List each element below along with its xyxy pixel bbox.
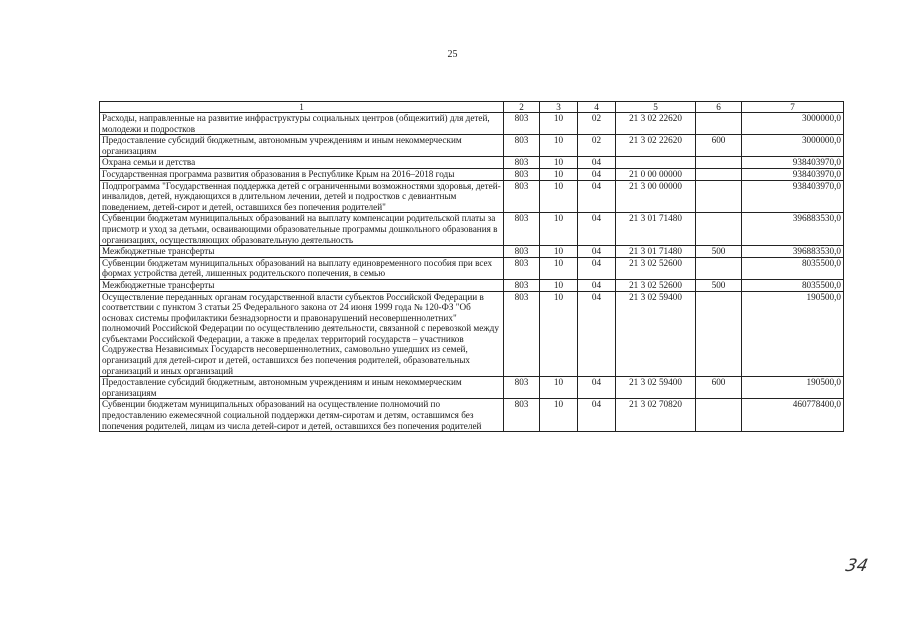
table-row	[100, 246, 844, 258]
table-row	[100, 168, 844, 180]
row-code-expense-type	[696, 113, 742, 135]
table-row	[100, 257, 844, 279]
row-code-ministry: 803	[504, 399, 540, 432]
row-code-section: 10	[540, 113, 578, 135]
row-code-expense-type	[696, 399, 742, 432]
row-amount: 8035500,0	[742, 279, 844, 291]
row-code-expense-type: 500	[696, 279, 742, 291]
column-header: 2	[504, 102, 540, 113]
row-code-section: 10	[540, 399, 578, 432]
table-row	[100, 291, 844, 377]
row-code-target: 21 3 01 71480	[616, 246, 696, 258]
row-amount: 396883530,0	[742, 246, 844, 258]
row-code-subsection: 04	[578, 377, 616, 399]
table-row	[100, 399, 844, 432]
row-code-expense-type: 600	[696, 135, 742, 157]
row-code-section: 10	[540, 180, 578, 213]
page-number: 25	[447, 49, 458, 60]
row-name: Межбюджетные трансферты	[100, 246, 504, 258]
column-header: 6	[696, 102, 742, 113]
row-code-target: 21 3 02 22620	[616, 113, 696, 135]
row-code-subsection: 04	[578, 257, 616, 279]
row-code-target	[616, 157, 696, 169]
row-amount: 938403970,0	[742, 180, 844, 213]
column-header: 4	[578, 102, 616, 113]
row-code-section: 10	[540, 291, 578, 377]
row-code-expense-type	[696, 157, 742, 169]
row-code-section: 10	[540, 257, 578, 279]
row-name: Расходы, направленные на развитие инфраструктуры социальных центров (общежитий) для детей, молодежи и подростков	[100, 113, 504, 135]
table-row	[100, 279, 844, 291]
row-code-section: 10	[540, 377, 578, 399]
row-code-section: 10	[540, 135, 578, 157]
row-code-expense-type	[696, 180, 742, 213]
row-code-subsection: 02	[578, 135, 616, 157]
column-header: 3	[540, 102, 578, 113]
row-code-ministry: 803	[504, 291, 540, 377]
row-name: Субвенции бюджетам муниципальных образований на выплату единовременного пособия при всех формах устройства детей, лишенных родительского попечения, в семью	[100, 257, 504, 279]
row-code-subsection: 04	[578, 246, 616, 258]
table-row	[100, 113, 844, 135]
row-code-target: 21 3 02 52600	[616, 257, 696, 279]
row-code-section: 10	[540, 279, 578, 291]
row-code-subsection: 04	[578, 168, 616, 180]
row-code-subsection: 02	[578, 113, 616, 135]
table-row	[100, 157, 844, 169]
table-row	[100, 135, 844, 157]
row-amount: 938403970,0	[742, 157, 844, 169]
row-code-subsection: 04	[578, 157, 616, 169]
row-code-expense-type	[696, 213, 742, 246]
row-code-ministry: 803	[504, 157, 540, 169]
column-header: 1	[100, 102, 504, 113]
row-code-subsection: 04	[578, 279, 616, 291]
row-amount: 3000000,0	[742, 135, 844, 157]
row-code-subsection: 04	[578, 399, 616, 432]
row-code-expense-type	[696, 257, 742, 279]
row-code-ministry: 803	[504, 279, 540, 291]
row-code-subsection: 04	[578, 180, 616, 213]
row-name: Охрана семьи и детства	[100, 157, 504, 169]
row-code-target: 21 3 02 22620	[616, 135, 696, 157]
row-name: Субвенции бюджетам муниципальных образований на выплату компенсации родительской платы за присмотр и уход за детьми, осваивающими образовательные программы дошкольного образования в организациях, осуществляющих образовательную деятельность	[100, 213, 504, 246]
row-code-ministry: 803	[504, 257, 540, 279]
row-name: Межбюджетные трансферты	[100, 279, 504, 291]
row-amount: 190500,0	[742, 377, 844, 399]
row-code-expense-type: 500	[696, 246, 742, 258]
row-code-expense-type	[696, 291, 742, 377]
row-name: Осуществление переданных органам государственной власти субъектов Российской Федерации в соответствии с пунктом 3 статьи 25 Федерального закона от 24 июня 1999 года № 120-ФЗ "Об основах системы профилактики безнадзорности и правонарушений несовершеннолетних" полномочий Российской Федерации по осуществлению деятельности, связанной с перевозкой между субъектами Российской Федерации, а также в пределах территорий государств – участников Содружества Независимых Государств несовершеннолетних, самовольно ушедших из семей, организаций для детей-сирот и детей, оставшихся без попечения родителей, образовательных организаций и иных организаций	[100, 291, 504, 377]
row-name: Субвенции бюджетам муниципальных образований на осуществление полномочий по предоставлению ежемесячной социальной поддержки детям-сиротам и детям, оставшимся без попечения родителей, лицам из числа детей-сирот и детей, оставшихся без попечения родителей	[100, 399, 504, 432]
row-amount: 190500,0	[742, 291, 844, 377]
row-code-ministry: 803	[504, 113, 540, 135]
row-code-section: 10	[540, 157, 578, 169]
row-code-target: 21 0 00 00000	[616, 168, 696, 180]
row-code-ministry: 803	[504, 377, 540, 399]
row-name: Предоставление субсидий бюджетным, автономным учреждениям и иным некоммерческим организациям	[100, 135, 504, 157]
row-name: Предоставление субсидий бюджетным, автономным учреждениям и иным некоммерческим организациям	[100, 377, 504, 399]
row-code-subsection: 04	[578, 291, 616, 377]
row-code-ministry: 803	[504, 168, 540, 180]
row-code-target: 21 3 02 70820	[616, 399, 696, 432]
row-code-ministry: 803	[504, 135, 540, 157]
row-code-section: 10	[540, 213, 578, 246]
column-header: 7	[742, 102, 844, 113]
row-name: Подпрограмма "Государственная поддержка детей с ограниченными возможностями здоровья, детей-инвалидов, детей, нуждающихся в длительном лечении, детей и подростков с девиантным поведением, детей-сирот и детей, оставшихся без попечения родителей"	[100, 180, 504, 213]
budget-table	[99, 101, 844, 432]
row-code-target: 21 3 02 52600	[616, 279, 696, 291]
row-code-target: 21 3 00 00000	[616, 180, 696, 213]
row-amount: 3000000,0	[742, 113, 844, 135]
header-row	[100, 102, 844, 113]
row-amount: 396883530,0	[742, 213, 844, 246]
table-row	[100, 180, 844, 213]
row-code-ministry: 803	[504, 246, 540, 258]
row-amount: 460778400,0	[742, 399, 844, 432]
row-amount: 8035500,0	[742, 257, 844, 279]
row-code-expense-type: 600	[696, 377, 742, 399]
row-code-ministry: 803	[504, 213, 540, 246]
row-amount: 938403970,0	[742, 168, 844, 180]
row-code-section: 10	[540, 168, 578, 180]
row-code-section: 10	[540, 246, 578, 258]
row-code-subsection: 04	[578, 213, 616, 246]
handwritten-page-mark: 34	[843, 556, 870, 576]
column-header: 5	[616, 102, 696, 113]
row-code-target: 21 3 02 59400	[616, 377, 696, 399]
table-row	[100, 377, 844, 399]
table-row	[100, 213, 844, 246]
row-code-target: 21 3 02 59400	[616, 291, 696, 377]
row-code-ministry: 803	[504, 180, 540, 213]
row-code-target: 21 3 01 71480	[616, 213, 696, 246]
row-name: Государственная программа развития образования в Республике Крым на 2016–2018 годы	[100, 168, 504, 180]
row-code-expense-type	[696, 168, 742, 180]
